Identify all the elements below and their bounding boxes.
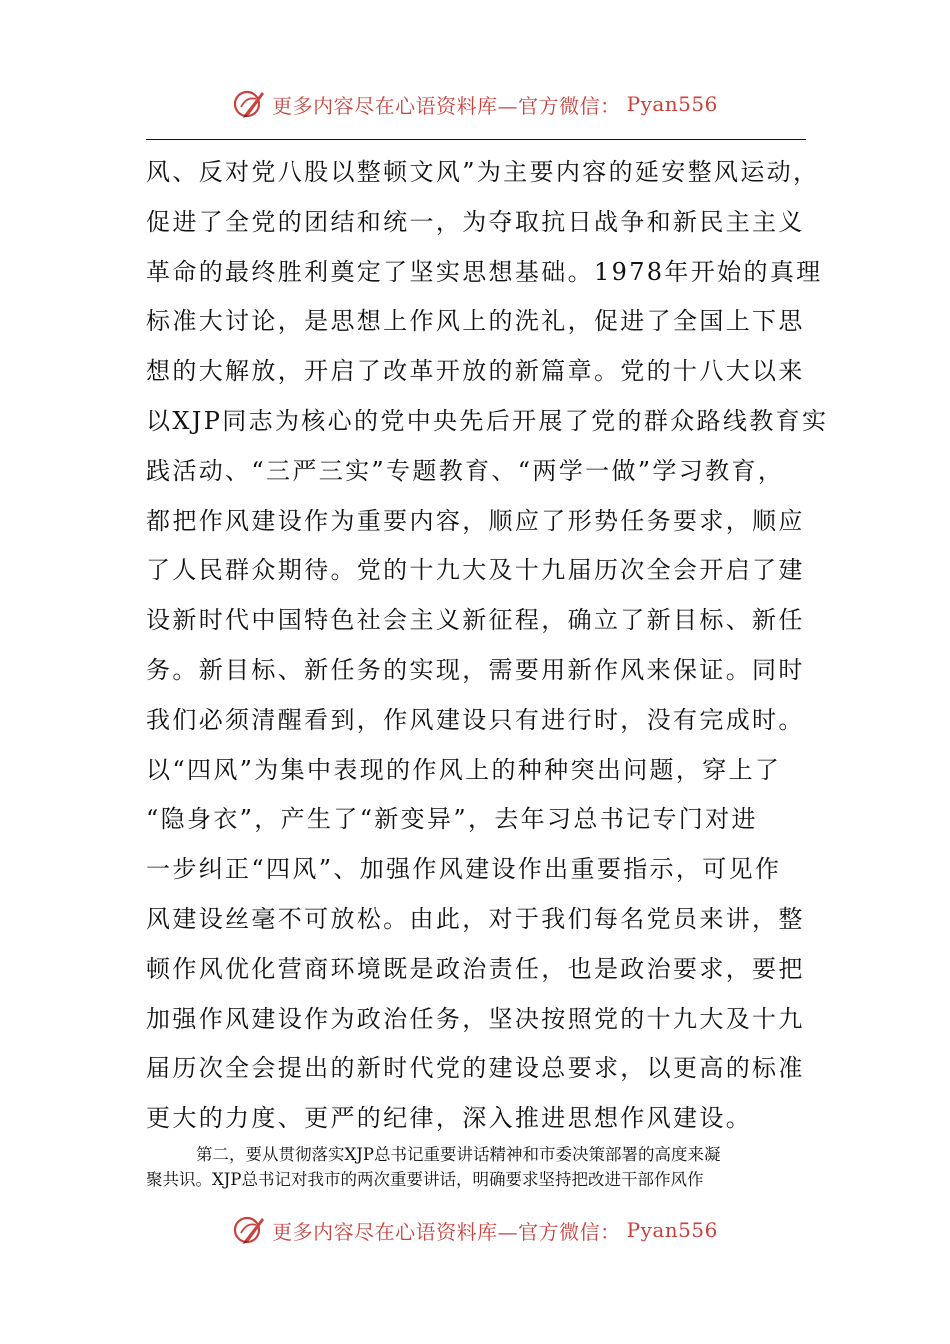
small-line: 聚共识。XJP总书记对我市的两次重要讲话，明确要求坚持把改进干部作风作 [146,1170,704,1189]
footer-wechat-id: Pyan556 [626,1218,718,1242]
body-line: 加强作风建设作为政治任务，坚决按照党的十九大及十九 [146,1004,805,1033]
body-line: 风、反对党八股以整顿文风”为主要内容的延安整风运动， [146,158,820,186]
next-paragraph [146,1142,816,1192]
body-line: 践活动、“三严三实”专题教育、“两学一做”学习教育， [146,456,785,485]
header-wechat-id: Pyan556 [626,92,718,116]
body-line: 设新时代中国特色社会主义新征程，确立了新目标、新任 [146,606,805,635]
body-line: 风建设丝毫不可放松。由此，对于我们每名党员来讲，整 [146,904,805,933]
body-line: 想的大解放，开启了改革开放的新篇章。党的十八大以来 [146,357,805,386]
body-line: 务。新目标、新任务的实现，需要用新作风来保证。同时 [146,655,805,684]
body-line: “隐身衣”，产生了“新变异”，去年习总书记专门对进 [146,805,758,834]
header-banner [0,84,950,124]
header-divider [146,139,806,140]
header-banner-text: 更多内容尽在心语资料库—官方微信： [272,93,621,118]
body-line: 以“四风”为集中表现的作风上的种种突出问题，穿上了 [146,755,782,784]
footer-banner-text: 更多内容尽在心语资料库—官方微信： [272,1219,621,1244]
body-line: 促进了全党的团结和统一，为夺取抗日战争和新民主主义 [146,207,805,236]
body-line: 都把作风建设作为重要内容，顺应了形势任务要求，顺应 [146,506,805,535]
body-line: 了人民群众期待。党的十九大及十九届历次全会开启了建 [146,556,805,585]
pen-logo-icon [232,87,266,121]
body-line: 标准大讨论，是思想上作风上的洗礼，促进了全国上下思 [146,307,805,336]
pen-logo-icon [232,1213,266,1247]
document-body [146,148,829,1144]
body-line: 顿作风优化营商环境既是政治责任，也是政治要求，要把 [146,954,805,983]
body-line: 以XJP同志为核心的党中央先后开展了党的群众路线教育实 [146,406,829,435]
body-line: 届历次全会提出的新时代党的建设总要求，以更高的标准 [146,1054,805,1083]
body-line: 一步纠正“四风”、加强作风建设作出重要指示，可见作 [146,855,782,884]
small-line: 第二，要从贯彻落实XJP总书记重要讲话精神和市委决策部署的高度来凝 [196,1145,721,1164]
body-line: 更大的力度、更严的纪律，深入推进思想作风建设。 [146,1104,753,1133]
body-line: 革命的最终胜利奠定了坚实思想基础。1978年开始的真理 [146,257,823,286]
footer-banner [0,1210,950,1250]
body-line: 我们必须清醒看到，作风建设只有进行时，没有完成时。 [146,705,805,734]
